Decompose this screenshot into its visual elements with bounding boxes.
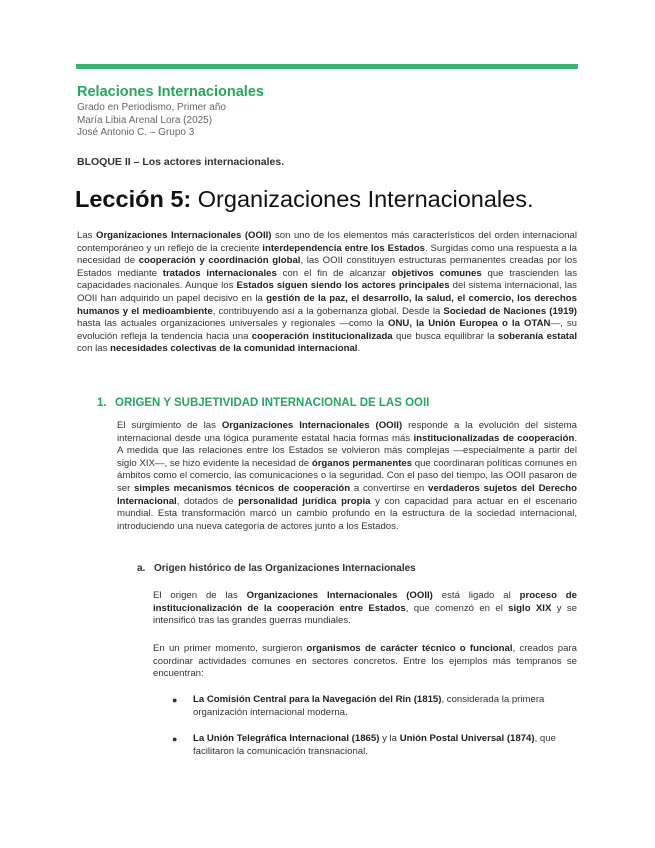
section-title: ORIGEN Y SUBJETIVIDAD INTERNACIONAL DE LAS OOII [115, 397, 430, 409]
section-number: 1. [97, 397, 107, 409]
list-item: ● La Unión Telegráfica Internacional (1865) y la Unión Postal Universal (1874), que facilitaron la comunicación transnacional. [172, 733, 556, 757]
list-item: ● La Comisión Central para la Navegación del Rin (1815), considerada la primera organización internacional moderna. [172, 694, 545, 718]
subsection-paragraph: En un primer momento, surgieron organismos de carácter técnico o funcional, creados para coordinar actividades comunes en sectores concretos. Entre los ejemplos más tempranos se encuentran: [153, 643, 577, 680]
subsection-paragraph: El origen de las Organizaciones Internacionales (OOII) está ligado al proceso de institucionalización de la cooperación entre Estados, que comenzó en el siglo XIX y se intensificó tras las grandes guerras mundiales. [153, 590, 578, 627]
header-accent-bar [76, 64, 578, 69]
lesson-title [75, 186, 595, 213]
course-title: Relaciones Internacionales [77, 84, 264, 100]
meta-line: Grado en Periodismo, Primer año [77, 102, 226, 113]
lesson-prefix: Lección 5: [75, 186, 192, 212]
subsection-letter: a. [137, 563, 146, 574]
block-heading: BLOQUE II – Los actores internacionales. [77, 156, 285, 168]
subsection-title: Origen histórico de las Organizaciones Internacionales [154, 563, 416, 574]
bullet-icon: ● [172, 734, 178, 745]
bullet-list [172, 694, 582, 772]
document-header [77, 84, 577, 140]
meta-line: María Libia Arenal Lora (2025) [77, 114, 213, 126]
intro-paragraph: Las Organizaciones Internacionales (OOII) son uno de los elementos más característicos del orden internacional contemporáneo y un reflejo de la creciente interdependencia entre los Estados. Surgidas como una respuesta a la necesidad de cooperación y coordinación global, las OOII constituyen estructuras permanentes creadas por los Estados mediante tratados internacionales con el fin de alcanzar objetivos comunes que trascienden las capacidades nacionales. Aunque los Estados siguen siendo los actores principales del sistema internacional, las OOII han adquirido un papel decisivo en la gestión de la paz, el desarrollo, la salud, el comercio, los derechos humanos y el medioambiente, contribuyendo así a la gobernanza global. Desde la Sociedad de Naciones (1919) hasta las actuales organizaciones universales y regionales —como la ONU, la Unión Europea o la OTAN—, su evolución refleja la tendencia hacia una cooperación institucionalizada que busca equilibrar la soberanía estatal con las necesidades colectivas de la comunidad internacional. [77, 230, 578, 355]
section-heading [97, 397, 429, 409]
meta-line: José Antonio C. – Grupo 3 [77, 127, 195, 138]
lesson-title-text: Organizaciones Internacionales. [191, 186, 534, 212]
subsection-heading [137, 563, 416, 574]
bullet-icon: ● [172, 695, 178, 705]
section-paragraph: El surgimiento de las Organizaciones Internacionales (OOII) responde a la evolución del sistema internacional desde una lógica puramente estatal hacia formas más institucionalizadas de cooperación. A medida que las relaciones entre los Estados se volvieron más complejas —especialmente a partir del siglo XIX—, se hizo evidente la necesidad de órganos permanentes que coordinaran políticas comunes en ámbitos como el comercio, las comunicaciones o la seguridad. Con el paso del tiempo, las OOII pasaron de ser simples mecanismos técnicos de cooperación a convertirse en verdaderos sujetos del Derecho Internacional, dotados de personalidad jurídica propia y con capacidad para actuar en el escenario mundial. Esta transformación marcó un cambio profundo en la estructura de la sociedad internacional, introduciendo una nueva categoría de actores junto a los Estados. [117, 420, 577, 532]
